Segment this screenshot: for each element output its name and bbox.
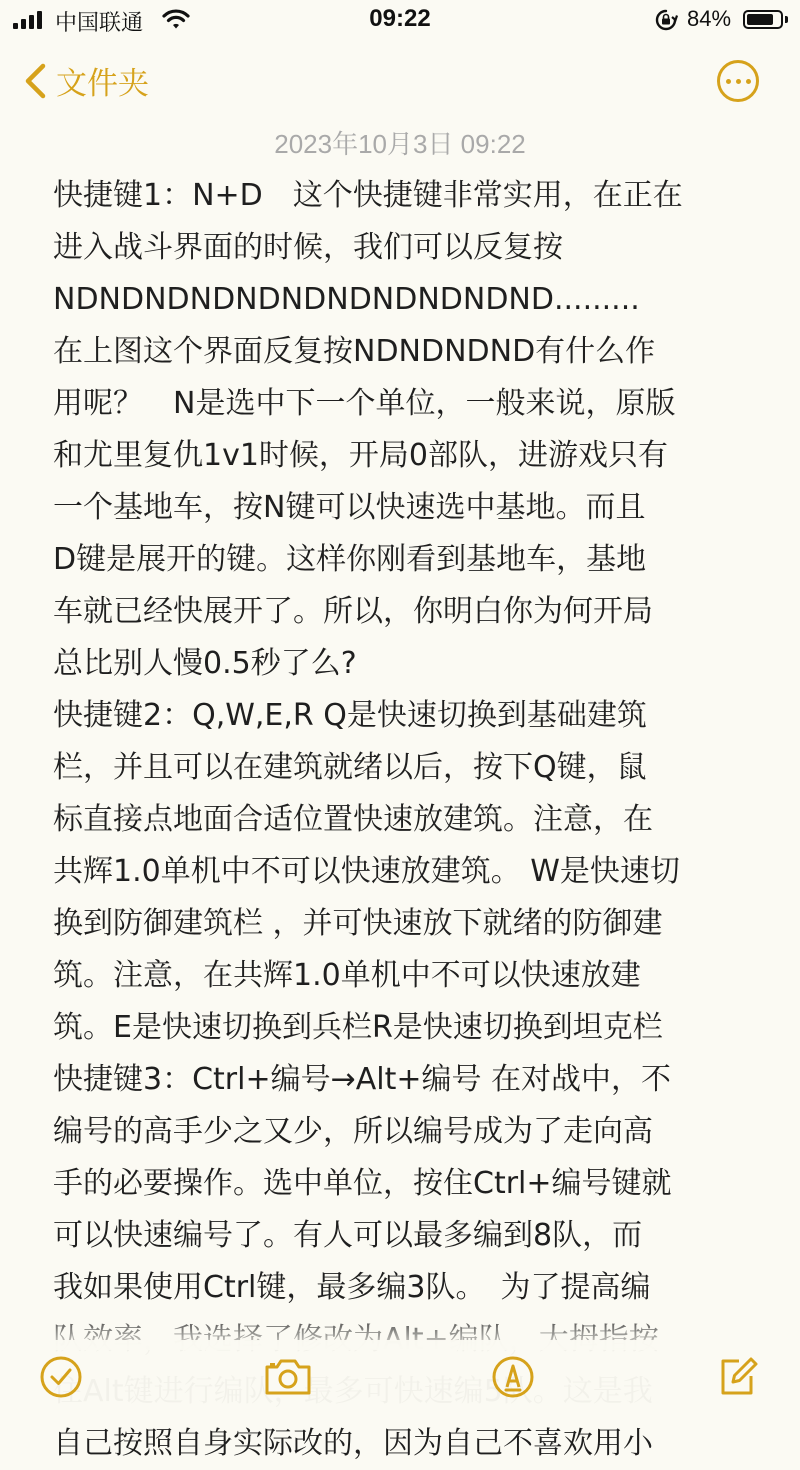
note-line: 和尤里复仇1v1时候，开局0部队，进游戏只有 (53, 438, 669, 473)
note-line: 筑。E是快速切换到兵栏R是快速切换到坦克栏 (53, 1010, 663, 1045)
checkmark-circle-icon (38, 1354, 84, 1400)
compose-icon (715, 1354, 761, 1400)
note-date: 2023年10月3日 09:22 (274, 129, 526, 159)
status-time: 09:22 (369, 5, 431, 32)
chevron-left-icon (22, 62, 48, 100)
note-line: 栏，并且可以在建筑就绪以后，按下Q键，鼠 (53, 750, 647, 785)
markup-button[interactable] (490, 1354, 536, 1400)
battery-level-fill (747, 14, 773, 25)
checklist-button[interactable] (38, 1354, 84, 1400)
note-line: 进入战斗界面的时候，我们可以反复按 (53, 230, 563, 265)
note-line: 快捷键1：N+D 这个快捷键非常实用，在正在 (53, 178, 683, 213)
note-line: 用呢？ N是选中下一个单位，一般来说，原版 (53, 386, 676, 421)
bottom-toolbar (0, 1340, 800, 1422)
battery-cap (785, 16, 788, 23)
note-line: 手的必要操作。选中单位，按住Ctrl+编号键就 (53, 1166, 672, 1201)
note-body[interactable] (53, 170, 753, 1461)
note-line: 共辉1.0单机中不可以快速放建筑。 W是快速切 (53, 854, 680, 889)
back-button[interactable] (22, 58, 149, 103)
note-line: 可以快速编号了。有人可以最多编到8队，而 (53, 1218, 643, 1253)
carrier-label: 中国联通 (55, 11, 144, 36)
rotation-lock-icon (655, 9, 677, 31)
back-button-label: 文件夹 (56, 66, 149, 102)
note-line: 标直接点地面合适位置快速放建筑。注意，在 (53, 802, 653, 837)
ellipsis-dot (736, 79, 741, 84)
note-line: 筑。注意，在共辉1.0单机中不可以快速放建 (53, 958, 641, 993)
note-line: 编号的高手少之又少，所以编号成为了走向高 (53, 1114, 653, 1149)
note-line: 总比别人慢0.5秒了么? (53, 646, 357, 681)
ellipsis-dot (746, 79, 751, 84)
note-line: 一个基地车，按N键可以快速选中基地。而且 (53, 490, 646, 525)
status-bar (0, 0, 800, 40)
battery-icon (743, 10, 783, 29)
note-line: 我如果使用Ctrl键，最多编3队。 为了提高编 (53, 1270, 651, 1305)
note-line: NDNDNDNDNDNDNDNDNDNDND......... (53, 282, 640, 317)
note-line: 在上图这个界面反复按NDNDNDND有什么作 (53, 334, 656, 369)
ellipsis-dot (726, 79, 731, 84)
camera-button[interactable] (262, 1354, 314, 1400)
note-line: 车就已经快展开了。所以，你明白你为何开局 (53, 594, 653, 629)
more-options-button[interactable] (717, 60, 759, 102)
note-line: 快捷键2：Q,W,E,R Q是快速切换到基础建筑 (53, 698, 647, 733)
battery-percent: 84% (687, 6, 732, 31)
note-line: 换到防御建筑栏 ，并可快速放下就绪的防御建 (53, 906, 663, 941)
compose-button[interactable] (715, 1354, 761, 1400)
pen-markup-icon (490, 1354, 536, 1400)
note-line: 自己按照自身实际改的，因为自己不喜欢用小 (53, 1426, 653, 1461)
note-line: D键是展开的键。这样你刚看到基地车，基地 (53, 542, 647, 577)
note-line: 快捷键3：Ctrl+编号→Alt+编号 在对战中，不 (53, 1062, 672, 1097)
camera-icon (262, 1354, 314, 1400)
